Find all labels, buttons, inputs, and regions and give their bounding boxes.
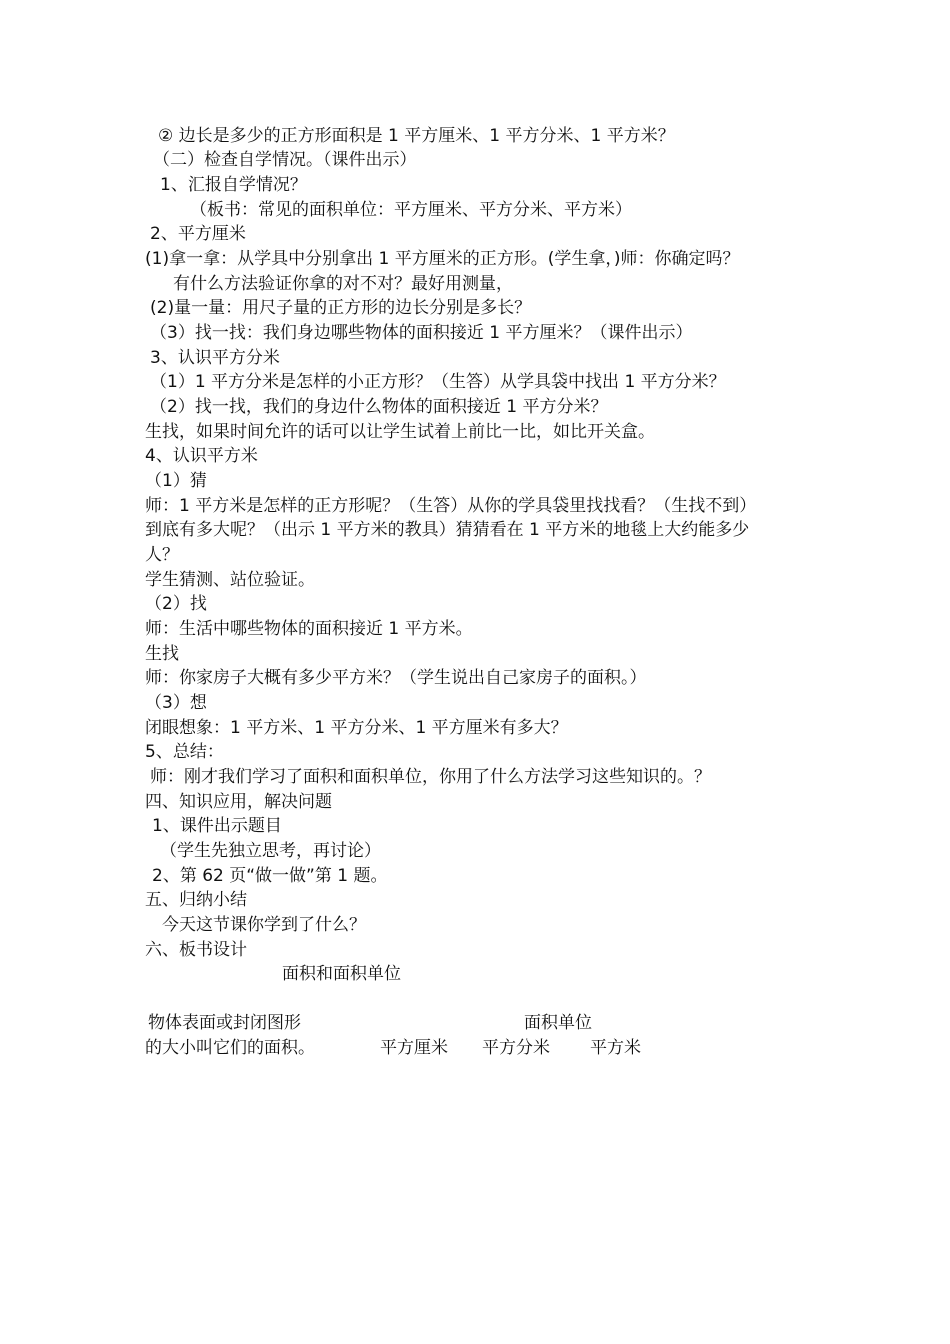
text-line: （1）猜	[145, 471, 207, 491]
text-line: （板书：常见的面积单位：平方厘米、平方分米、平方米）	[190, 200, 632, 220]
text-line: （3）找一找：我们身边哪些物体的面积接近 1 平方厘米？（课件出示）	[150, 323, 693, 343]
board-unit: 平方米	[590, 1038, 641, 1058]
text-line: ② 边长是多少的正方形面积是 1 平方厘米、1 平方分米、1 平方米？	[158, 126, 675, 146]
text-line: 4、认识平方米	[145, 446, 258, 466]
board-units-heading: 面积单位	[524, 1013, 592, 1033]
text-line: 六、板书设计	[145, 940, 247, 960]
text-line: 2、第 62 页“做一做”第 1 题。	[152, 866, 388, 886]
text-line: （3）想	[145, 693, 207, 713]
text-line: （学生先独立思考，再讨论）	[160, 841, 381, 861]
text-line: (2)量一量：用尺子量的正方形的边长分别是多长？	[150, 298, 532, 318]
text-line: （二）检查自学情况。（课件出示）	[153, 150, 417, 170]
text-line: 师：你家房子大概有多少平方米？（学生说出自己家房子的面积。）	[145, 668, 647, 688]
board-unit: 平方厘米	[380, 1038, 448, 1058]
text-line: 师：刚才我们学习了面积和面积单位，你用了什么方法学习这些知识的。？	[150, 767, 711, 787]
text-line: 人？	[145, 545, 179, 565]
text-line: （2）找	[145, 594, 207, 614]
board-definition: 的大小叫它们的面积。	[145, 1038, 315, 1058]
board-unit: 平方分米	[482, 1038, 550, 1058]
text-line: 师：1 平方米是怎样的正方形呢？（生答）从你的学具袋里找找看？（生找不到）	[145, 496, 757, 516]
board-definition: 物体表面或封闭图形	[148, 1013, 301, 1033]
text-line: 到底有多大呢？（出示 1 平方米的教具）猜猜看在 1 平方米的地毯上大约能多少	[145, 520, 750, 540]
text-line: (1)拿一拿：从学具中分别拿出 1 平方厘米的正方形。(学生拿，)师：你确定吗？	[145, 249, 740, 269]
text-line: 学生猜测、站位验证。	[145, 570, 315, 590]
text-line: （1）1 平方分米是怎样的小正方形？（生答）从学具袋中找出 1 平方分米？	[150, 372, 726, 392]
text-line: 四、知识应用，解决问题	[145, 792, 332, 812]
text-line: 闭眼想象：1 平方米、1 平方分米、1 平方厘米有多大？	[145, 718, 568, 738]
text-line: 1、课件出示题目	[152, 816, 282, 836]
text-line: （2）找一找，我们的身边什么物体的面积接近 1 平方分米？	[150, 397, 608, 417]
text-line: 3、认识平方分米	[150, 348, 280, 368]
text-line: 师：生活中哪些物体的面积接近 1 平方米。	[145, 619, 473, 639]
text-line: 生找，如果时间允许的话可以让学生试着上前比一比，如比开关盒。	[145, 422, 655, 442]
text-line: 2、平方厘米	[150, 224, 246, 244]
text-line: 有什么方法验证你拿的对不对？最好用测量，	[173, 274, 513, 294]
text-line: 五、归纳小结	[145, 890, 247, 910]
text-line: 5、总结：	[145, 742, 224, 762]
text-line: 生找	[145, 644, 179, 664]
text-line: 今天这节课你学到了什么？	[162, 915, 366, 935]
board-title: 面积和面积单位	[282, 964, 401, 984]
text-line: 1、汇报自学情况？	[160, 175, 307, 195]
